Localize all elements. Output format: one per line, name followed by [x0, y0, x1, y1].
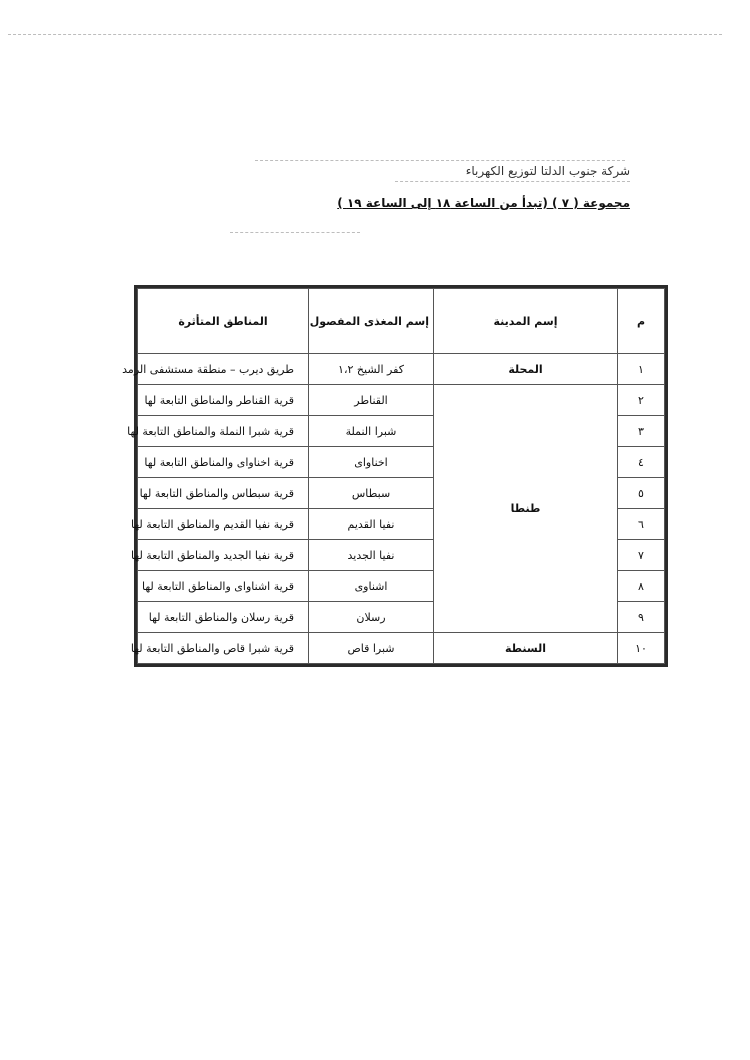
areas-cell: قرية شبرا النملة والمناطق التابعة لها: [138, 416, 309, 447]
scan-line-header: [255, 160, 625, 161]
header-city: إسم المدينة: [434, 289, 618, 354]
feeder-cell: سبطاس: [309, 478, 434, 509]
areas-cell: قرية اخناواى والمناطق التابعة لها: [138, 447, 309, 478]
schedule-table: [122, 288, 665, 664]
row-number: ١٠: [618, 633, 665, 664]
city-cell: المحلة: [434, 354, 618, 385]
table-row: [138, 354, 665, 385]
feeder-cell: رسلان: [309, 602, 434, 633]
header-number: م: [618, 289, 665, 354]
areas-cell: قرية سبطاس والمناطق التابعة لها: [138, 478, 309, 509]
feeder-cell: اخناواى: [309, 447, 434, 478]
scan-line-top: [8, 34, 722, 35]
table-row: [138, 385, 665, 416]
areas-cell: قرية شبرا قاص والمناطق التابعة لها: [138, 633, 309, 664]
row-number: ٧: [618, 540, 665, 571]
row-number: ٣: [618, 416, 665, 447]
row-number: ٦: [618, 509, 665, 540]
areas-cell: طريق ديرب – منطقة مستشفى الرمد: [138, 354, 309, 385]
row-number: ٩: [618, 602, 665, 633]
city-cell: طنطا: [434, 385, 618, 633]
feeder-cell: شبرا النملة: [309, 416, 434, 447]
scan-line-company: [395, 181, 630, 182]
scan-line-group: [230, 232, 360, 233]
company-name: شركة جنوب الدلتا لتوزيع الكهرباء: [465, 164, 630, 178]
table-header-row: [138, 289, 665, 354]
feeder-cell: اشناوى: [309, 571, 434, 602]
feeder-cell: شبرا قاص: [309, 633, 434, 664]
row-number: ١: [618, 354, 665, 385]
feeder-cell: كفر الشيخ ١،٢: [309, 354, 434, 385]
areas-cell: قرية القناطر والمناطق التابعة لها: [138, 385, 309, 416]
schedule-table-frame: [122, 285, 668, 667]
table-row: [138, 633, 665, 664]
row-number: ٤: [618, 447, 665, 478]
areas-cell: قرية نفيا القديم والمناطق التابعة لها: [138, 509, 309, 540]
city-cell: السنطة: [434, 633, 618, 664]
areas-cell: قرية رسلان والمناطق التابعة لها: [138, 602, 309, 633]
areas-cell: قرية اشناواى والمناطق التابعة لها: [138, 571, 309, 602]
header-affected-areas: المناطق المتأثرة: [138, 289, 309, 354]
row-number: ٢: [618, 385, 665, 416]
feeder-cell: القناطر: [309, 385, 434, 416]
row-number: ٨: [618, 571, 665, 602]
areas-cell: قرية نفيا الجديد والمناطق التابعة لها: [138, 540, 309, 571]
header-feeder: إسم المغذى المفصول: [309, 289, 434, 354]
row-number: ٥: [618, 478, 665, 509]
feeder-cell: نفيا القديم: [309, 509, 434, 540]
feeder-cell: نفيا الجديد: [309, 540, 434, 571]
group-title: مجموعة ( ٧ ) (تبدأ من الساعة ١٨ إلى الساعة ١٩ ): [337, 196, 630, 210]
